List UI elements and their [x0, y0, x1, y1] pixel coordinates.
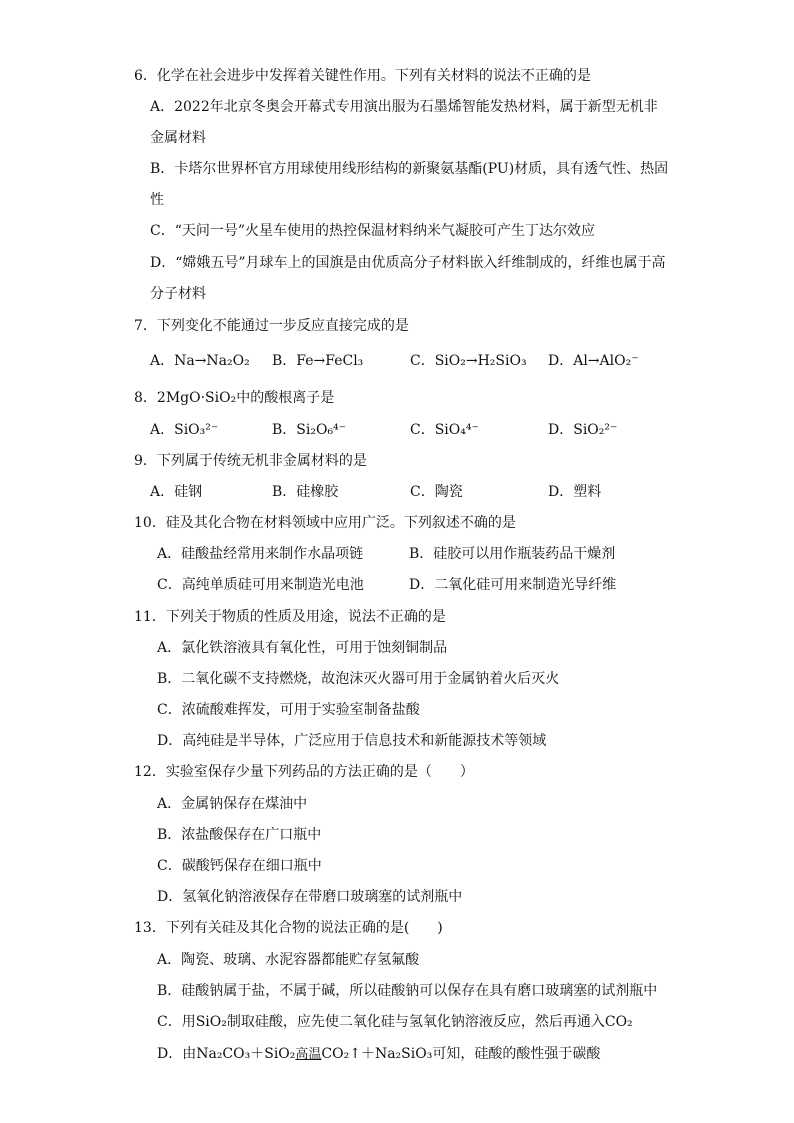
q10-option-c: C．高纯单质硅可用来制造光电池	[157, 577, 364, 593]
q9-option-d: D．塑料	[548, 484, 602, 500]
q7-stem: 7．下列变化不能通过一步反应直接完成的是	[134, 318, 409, 334]
q9-option-a: A．硅钢	[150, 484, 203, 500]
q7-option-b: B．Fe→FeCl₃	[272, 353, 364, 369]
q13-option-b: B．硅酸钠属于盐，不属于碱，所以硅酸钠可以保存在具有磨口玻璃塞的试剂瓶中	[157, 983, 658, 999]
q6-option-c: C．“天问一号”火星车使用的热控保温材料纳米气凝胶可产生丁达尔效应	[150, 223, 596, 239]
q7-option-d: D．Al→AlO₂⁻	[548, 353, 639, 369]
q10-stem: 10．硅及其化合物在材料领域中应用广泛。下列叙述不确的是	[134, 515, 516, 531]
q6-option-b-line1: B．卡塔尔世界杯官方用球使用线形结构的新聚氨基酯(PU)材质，具有透气性、热固	[150, 161, 669, 177]
q12-stem: 12．实验室保存少量下列药品的方法正确的是（ ）	[134, 764, 474, 780]
q8-option-d: D．SiO₂²⁻	[548, 422, 618, 438]
q6-option-a-line1: A．2022年北京冬奥会开幕式专用演出服为石墨烯智能发热材料，属于新型无机非	[150, 99, 658, 115]
q13-option-a: A．陶瓷、玻璃、水泥容器都能贮存氢氟酸	[157, 952, 420, 968]
q13-stem: 13．下列有关硅及其化合物的说法正确的是( )	[134, 920, 443, 936]
q11-stem: 11．下列关于物质的性质及用途，说法不正确的是	[134, 609, 446, 625]
q8-option-c: C．SiO₄⁴⁻	[410, 422, 479, 438]
q8-stem: 8．2MgO·SiO₂中的酸根离子是	[134, 390, 335, 406]
q12-option-d: D．氢氧化钠溶液保存在带磨口玻璃塞的试剂瓶中	[157, 889, 463, 905]
q11-option-d: D．高纯硅是半导体，广泛应用于信息技术和新能源技术等领域	[157, 733, 547, 749]
q7-option-a: A．Na→Na₂O₂	[150, 353, 250, 369]
q9-option-c: C．陶瓷	[410, 484, 463, 500]
q9-option-b: B．硅橡胶	[272, 484, 339, 500]
reaction-condition-label: 高温	[295, 1047, 322, 1062]
q13-option-d	[157, 1044, 600, 1064]
q6-option-b-line2: 性	[150, 192, 164, 208]
q11-option-c: C．浓硫酸难挥发，可用于实验室制备盐酸	[157, 702, 420, 718]
q10-option-a: A．硅酸盐经常用来制作水晶项链	[157, 546, 364, 562]
q10-option-b: B．硅胶可以用作瓶装药品干燥剂	[409, 546, 616, 562]
q12-option-c: C．碳酸钙保存在细口瓶中	[157, 858, 322, 874]
q6-option-d-line1: D．“嫦娥五号”月球车上的国旗是由优质高分子材料嵌入纤维制成的，纤维也属于高	[150, 255, 666, 271]
q10-option-d: D．二氧化硅可用来制造光导纤维	[409, 577, 617, 593]
q12-option-b: B．浓盐酸保存在广口瓶中	[157, 827, 322, 843]
q13-option-d-suffix: CO₂↑＋Na₂SiO₃可知，硅酸的酸性强于碳酸	[321, 1046, 601, 1062]
q13-option-c: C．用SiO₂制取硅酸，应先使二氧化硅与氢氧化钠溶液反应，然后再通入CO₂	[157, 1014, 633, 1030]
q9-stem: 9．下列属于传统无机非金属材料的是	[134, 453, 367, 469]
q8-option-b: B．Si₂O₆⁴⁻	[272, 422, 347, 438]
reaction-condition	[295, 1048, 321, 1061]
q11-option-b: B．二氧化碳不支持燃烧，故泡沫灭火器可用于金属钠着火后灭火	[157, 671, 560, 687]
q8-option-a: A．SiO₃²⁻	[150, 422, 219, 438]
q13-option-d-prefix: D．由Na₂CO₃＋SiO₂	[157, 1046, 296, 1062]
q7-option-c: C．SiO₂→H₂SiO₃	[410, 353, 527, 369]
q6-option-a-line2: 金属材料	[150, 130, 206, 146]
q6-stem: 6．化学在社会进步中发挥着关键性作用。下列有关材料的说法不正确的是	[134, 68, 591, 84]
q6-option-d-line2: 分子材料	[150, 286, 206, 302]
q12-option-a: A．金属钠保存在煤油中	[157, 796, 308, 812]
q11-option-a: A．氯化铁溶液具有氧化性，可用于蚀刻铜制品	[157, 640, 448, 656]
